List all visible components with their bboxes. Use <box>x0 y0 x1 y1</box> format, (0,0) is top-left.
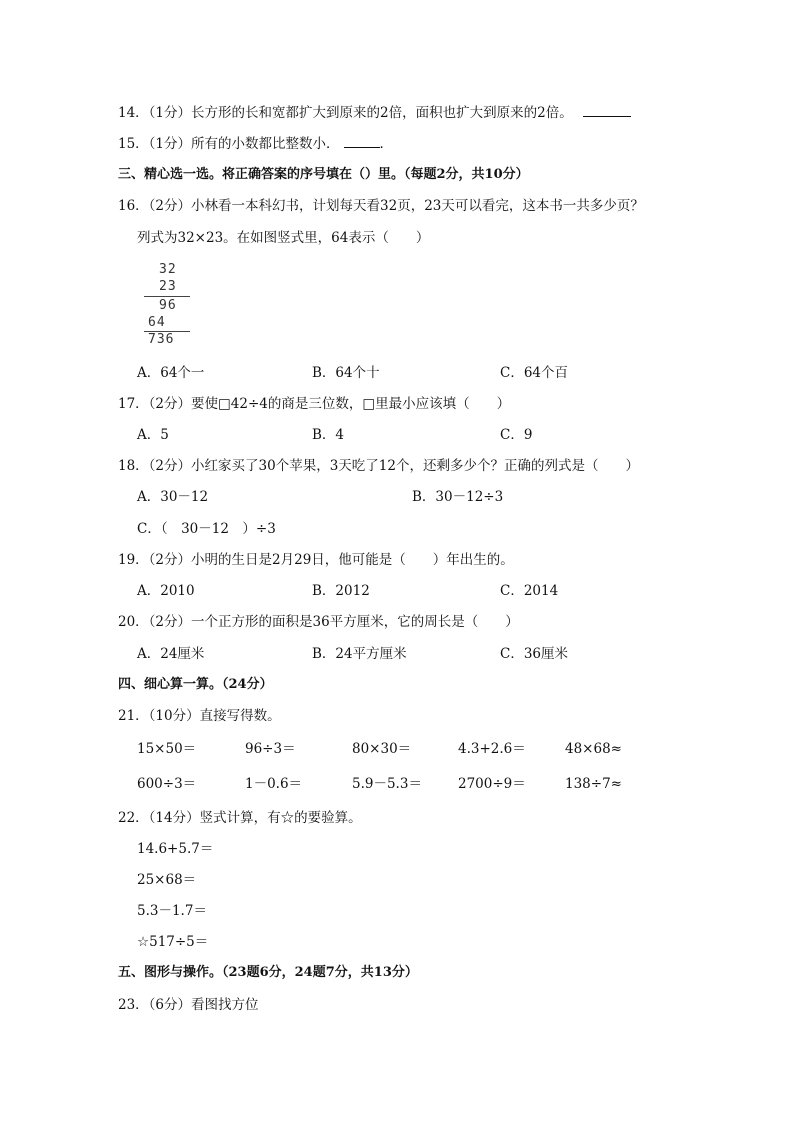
q16-option-b[interactable]: B．64个十 <box>312 365 380 381</box>
question-19: 19．（2分）小明的生日是2月29日，他可能是（ ）年出生的。 <box>118 552 514 568</box>
q18-option-a[interactable]: A．30－12 <box>137 489 209 505</box>
q19-option-b[interactable]: B．2012 <box>312 583 370 599</box>
question-21: 21．（10分）直接写得数。 <box>118 708 281 724</box>
vertical-multiplication <box>142 262 194 348</box>
q21-item: 1－0.6＝ <box>245 776 303 792</box>
q17-option-c[interactable]: C．9 <box>500 427 533 443</box>
q21-item: 48×68≈ <box>565 741 622 757</box>
question-16-line2: 列式为32×23。在如图竖式里，64表示（ ） <box>137 230 430 246</box>
answer-blank-15[interactable] <box>344 135 380 148</box>
q20-option-b[interactable]: B．24平方厘米 <box>312 646 407 662</box>
q20-option-c[interactable]: C．36厘米 <box>500 646 569 662</box>
section-5-title: 五、图形与操作。（23题6分，24题7分，共13分） <box>118 965 418 980</box>
q20-option-a[interactable]: A．24厘米 <box>137 646 205 662</box>
q21-item: 15×50＝ <box>137 741 197 757</box>
q21-item: 5.9－5.3＝ <box>352 776 422 792</box>
question-14 <box>118 104 631 122</box>
section-4-title: 四、细心算一算。（24分） <box>118 677 273 692</box>
question-23: 23．（6分）看图找方位 <box>118 997 259 1013</box>
q22-item: 14.6+5.7＝ <box>137 841 214 857</box>
vertical-mult: 23 <box>159 279 177 294</box>
question-15: 15．（1分）所有的小数都比整数小． ． <box>118 136 394 152</box>
q21-item: 96÷3＝ <box>245 741 296 757</box>
q19-option-c[interactable]: C．2014 <box>500 583 559 599</box>
section-3-title: 三、精心选一选。将正确答案的序号填在（）里。（每题2分，共10分） <box>118 167 529 182</box>
vertical-top: 32 <box>159 262 177 277</box>
vertical-result: 736 <box>148 332 175 347</box>
vertical-rule-1 <box>144 296 190 297</box>
q18-option-b[interactable]: B．30－12÷3 <box>412 489 504 505</box>
question-15-text: 15．（1分）所有的小数都比整数小． <box>118 136 340 152</box>
q17-option-b[interactable]: B．4 <box>312 427 345 443</box>
question-22: 22．（14分）竖式计算，有☆的要验算。 <box>118 810 362 826</box>
q22-item: ☆517÷5＝ <box>137 934 209 950</box>
q21-item: 138÷7≈ <box>565 776 622 792</box>
q21-item: 2700÷9＝ <box>458 776 526 792</box>
q17-option-a[interactable]: A．5 <box>137 427 169 443</box>
answer-blank-14[interactable] <box>583 104 631 117</box>
q22-item: 25×68＝ <box>137 872 197 888</box>
q21-item: 80×30＝ <box>352 741 412 757</box>
q21-item: 600÷3＝ <box>137 776 197 792</box>
q18-option-c[interactable]: C．（ 30－12 ）÷3 <box>137 521 276 537</box>
vertical-partial2: 64 <box>148 315 166 330</box>
q21-item: 4.3+2.6＝ <box>458 741 526 757</box>
question-17: 17．（2分）要使□42÷4的商是三位数，□里最小应该填（ ） <box>118 396 511 412</box>
q16-option-a[interactable]: A．64个一 <box>137 365 205 381</box>
q19-option-a[interactable]: A．2010 <box>137 583 195 599</box>
q16-option-c[interactable]: C．64个百 <box>500 365 569 381</box>
question-14-text: 14．（1分）长方形的长和宽都扩大到原来的2倍，面积也扩大到原来的2倍。 <box>118 105 573 121</box>
vertical-partial1: 96 <box>159 298 177 313</box>
question-20: 20．（2分）一个正方形的面积是36平方厘米，它的周长是（ ） <box>118 614 519 630</box>
q22-item: 5.3－1.7＝ <box>137 903 207 919</box>
question-18: 18．（2分）小红家买了30个苹果，3天吃了12个，还剩多少个？正确的列式是（ ） <box>118 458 639 474</box>
question-16-line1: 16．（2分）小林看一本科幻书，计划每天看32页，23天可以看完，这本书一共多少页？ <box>118 198 644 214</box>
